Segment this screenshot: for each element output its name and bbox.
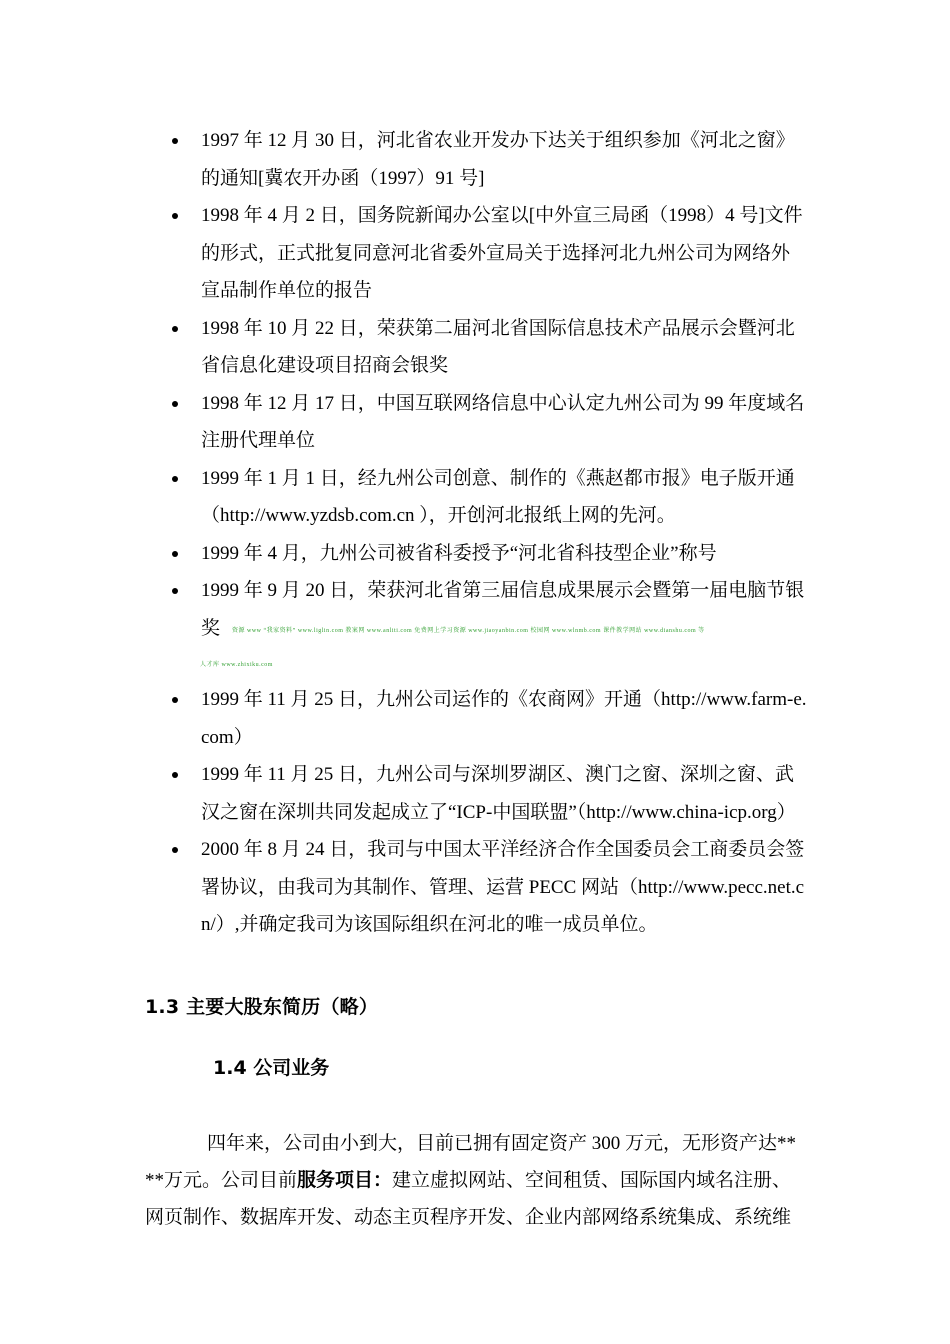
list-item	[170, 122, 820, 197]
paragraph-rest: 建立虚拟网站、空间租赁、国际国内域名注册、网页制作、数据库开发、动态主页程序开发、企业内部网络系统集成、系统维	[145, 1170, 792, 1228]
list-item	[170, 460, 820, 535]
watermark-line: 资源 www “我家资料” www.liglin.com 教案网 www.anliti.com 免费网上学习资源 www.jiaoyanbin.com 校园网 www.wlnmb.com 课件教学网站 www.dianshu.com 等	[232, 628, 705, 634]
list-item	[170, 756, 820, 831]
list-item	[170, 310, 820, 385]
list-item-text: 1998 年 12 月 17 日，中国互联网络信息中心认定九州公司为 99 年度域名注册代理单位	[201, 392, 805, 451]
paragraph-intro: 四年来，公司由小到大，目前已拥有固定资产 300 万元，无形资产达****万元。公司目前	[145, 1133, 797, 1191]
list-item-text: 1999 年 9 月 20 日，荣获河北省第三届信息成果展示会暨第一届电脑节银奖	[201, 580, 805, 639]
list-item	[170, 385, 820, 460]
list-item-text: 1997 年 12 月 30 日，河北省农业开发办下达关于组织参加《河北之窗》的通知[冀农开办函（1997）91 号]	[201, 130, 795, 189]
milestone-list	[170, 122, 820, 944]
list-item-text: 1998 年 4 月 2 日，国务院新闻办公室以[中外宣三局函（1998）4 号]文件的形式，正式批复同意河北省委外宣局关于选择河北九州公司为网络外宣品制作单位的报告	[201, 205, 803, 301]
bullet-icon	[172, 551, 178, 557]
bullet-icon	[172, 401, 178, 407]
list-item-text: 1998 年 10 月 22 日，荣获第二届河北省国际信息技术产品展示会暨河北省信息化建设项目招商会银奖	[201, 317, 795, 376]
list-item-text: 1999 年 4 月，九州公司被省科委授予“河北省科技型企业”称号	[201, 542, 717, 564]
list-item-text: 1999 年 1 月 1 日，经九州公司创意、制作的《燕赵都市报》电子版开通（http://www.yzdsb.com.cn ），开创河北报纸上网的先河。	[201, 467, 795, 526]
section-heading-shareholders: 1.3 主要大股东简历（略）	[145, 996, 379, 1018]
bullet-icon	[172, 326, 178, 332]
list-item	[170, 831, 820, 944]
bullet-icon	[172, 697, 178, 703]
list-item	[170, 681, 820, 756]
bullet-icon	[172, 213, 178, 219]
services-label: 服务项目：	[297, 1170, 393, 1191]
bullet-icon	[172, 476, 178, 482]
watermark-line: 人才库 www.zhixiku.com	[200, 662, 273, 668]
list-item	[170, 197, 820, 310]
list-item-text: 2000 年 8 月 24 日，我司与中国太平洋经济合作全国委员会工商委员会签署协议，由我司为其制作、管理、运营 PECC 网站（http://www.pecc.net.cn/）,并确定我司为该国际组织在河北的唯一成员单位。	[201, 839, 805, 935]
bullet-icon	[172, 772, 178, 778]
section-heading-business: 1.4 公司业务	[213, 1057, 330, 1079]
watermark-text	[200, 614, 812, 682]
list-item	[170, 535, 820, 573]
business-paragraph	[145, 1125, 805, 1236]
bullet-icon	[172, 588, 178, 594]
bullet-icon	[172, 847, 178, 853]
bullet-icon	[172, 138, 178, 144]
list-item-text: 1999 年 11 月 25 日，九州公司运作的《农商网》开通（http://www.farm-e.com）	[201, 689, 807, 748]
list-item-text: 1999 年 11 月 25 日，九州公司与深圳罗湖区、澳门之窗、深圳之窗、武汉之窗在深圳共同发起成立了“ICP-中国联盟”（http://www.china-icp.org）	[201, 764, 796, 823]
